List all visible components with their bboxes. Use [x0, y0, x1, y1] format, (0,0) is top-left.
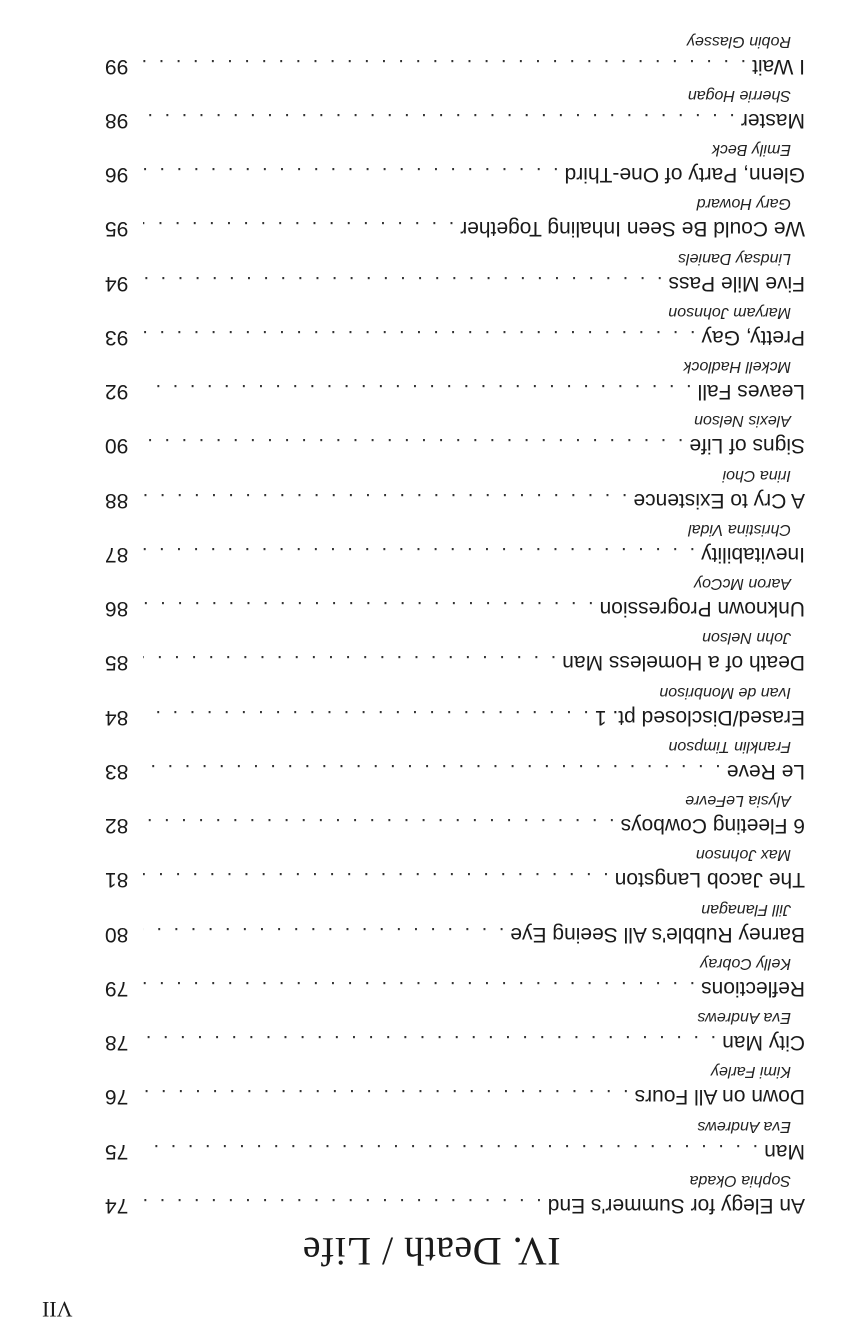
entry-page-number: 79 — [105, 977, 129, 1000]
entry-page-number: 75 — [105, 1139, 129, 1163]
entry-page-number: 80 — [105, 922, 129, 946]
dot-leader — [143, 1193, 542, 1216]
dot-leader — [143, 596, 594, 619]
entry-page-number: 83 — [105, 760, 129, 783]
dot-leader — [143, 1139, 758, 1162]
toc-entry — [105, 78, 805, 132]
entry-author: John Nelson — [702, 629, 791, 647]
toc-entry — [105, 837, 805, 891]
toc-entry — [105, 892, 805, 946]
table-of-contents — [105, 24, 805, 1218]
entry-page-number: 86 — [105, 597, 129, 621]
entry-title: The Jacob Langston — [614, 868, 805, 892]
entry-title: I Wait — [752, 54, 805, 78]
entry-title: Death of a Homeless Man — [562, 651, 805, 675]
toc-entry-row — [105, 486, 805, 512]
dot-leader — [143, 1085, 629, 1108]
dot-leader — [143, 325, 696, 348]
toc-entry — [105, 1054, 805, 1108]
toc-entry — [105, 295, 805, 349]
dot-leader — [143, 759, 721, 782]
entry-author: Lindsay Daniels — [678, 249, 791, 267]
entry-title: Five Mile Pass — [668, 271, 805, 295]
entry-title: Leaves Fall — [697, 380, 805, 404]
toc-entry-row — [105, 215, 805, 241]
entry-title: Down on All Fours — [634, 1085, 805, 1109]
toc-entry — [105, 1109, 805, 1163]
toc-entry — [105, 783, 805, 837]
entry-author: Sherrie Hogan — [687, 87, 791, 104]
entry-title: Unknown Progression — [599, 597, 805, 621]
dot-leader — [143, 271, 662, 294]
entry-author: Kelly Cobray — [700, 955, 791, 972]
entry-page-number: 85 — [105, 651, 129, 675]
toc-entry — [105, 566, 805, 620]
entry-author: Eva Andrews — [697, 1009, 791, 1027]
entry-title: Barney Rubble's All Seeing Eye — [510, 922, 805, 946]
toc-entry-row — [105, 757, 805, 783]
toc-entry — [105, 620, 805, 674]
entry-author: Alexis Nelson — [694, 412, 791, 430]
entry-title: Erased/Disclosed pt. 1 — [594, 705, 805, 729]
toc-entry — [105, 512, 805, 566]
entry-page-number: 95 — [105, 217, 129, 241]
toc-entry-row — [105, 703, 805, 729]
toc-entry-row — [105, 920, 805, 946]
dot-leader — [143, 54, 746, 77]
toc-entry-row — [105, 649, 805, 675]
entry-author: Maryam Johnson — [668, 304, 791, 321]
dot-leader — [143, 922, 504, 945]
entry-page-number: 78 — [105, 1031, 129, 1055]
entry-page-number: 84 — [105, 705, 129, 729]
entry-author: Emily Beck — [711, 141, 791, 159]
entry-page-number: 81 — [105, 868, 129, 892]
entry-author: Aaron McCoy — [694, 575, 791, 593]
dot-leader — [143, 108, 735, 131]
page-folio: VII — [42, 1297, 73, 1322]
toc-entry-row — [105, 432, 805, 458]
entry-page-number: 82 — [105, 814, 129, 838]
dot-leader — [143, 1030, 716, 1053]
entry-title: Inevitability — [701, 543, 805, 566]
entry-page-number: 87 — [105, 543, 129, 566]
entry-author: Eva Andrews — [697, 1117, 791, 1135]
entry-author: Alysia LeFevre — [685, 792, 791, 810]
entry-page-number: 99 — [105, 54, 129, 78]
toc-entry-row — [105, 377, 805, 403]
toc-entry-row — [105, 1083, 805, 1109]
entry-title: An Elegy for Summer's End — [547, 1194, 805, 1217]
entry-author: Gary Howard — [696, 195, 791, 213]
toc-entry-row — [105, 594, 805, 620]
dot-leader — [143, 868, 609, 891]
entry-page-number: 94 — [105, 271, 129, 295]
section-title: IV. Death / Life — [302, 1229, 561, 1274]
toc-entry-row — [105, 106, 805, 132]
dot-leader — [143, 813, 615, 836]
toc-entry — [105, 946, 805, 1000]
entry-page-number: 88 — [105, 488, 129, 512]
toc-entry-row — [105, 52, 805, 78]
entry-title: Signs of Life — [689, 434, 805, 458]
entry-author: Robin Glassey — [686, 32, 791, 50]
toc-entry — [105, 1163, 805, 1217]
entry-title: Man — [764, 1139, 805, 1163]
entry-page-number: 92 — [105, 380, 129, 404]
toc-entry-row — [105, 1191, 805, 1217]
toc-entry — [105, 132, 805, 186]
entry-page-number: 96 — [105, 163, 129, 187]
entry-title: Glenn, Party of One-Third — [564, 163, 805, 187]
entry-author: Franklin Timpson — [668, 738, 791, 755]
toc-entry-row — [105, 866, 805, 892]
toc-entry — [105, 349, 805, 403]
entry-author: Christina Vidal — [688, 521, 791, 538]
toc-entry-row — [105, 1137, 805, 1163]
entry-title: We Could Be Seen Inhaling Together — [460, 217, 805, 241]
entry-page-number: 90 — [105, 434, 129, 458]
entry-page-number: 74 — [105, 1194, 129, 1217]
entry-author: Irina Choi — [722, 466, 791, 484]
dot-leader — [143, 705, 589, 728]
entry-title: Le Reve — [726, 760, 805, 783]
entry-author: Ivan de Monbrison — [659, 683, 791, 701]
dot-leader — [143, 542, 695, 565]
dot-leader — [143, 976, 695, 999]
entry-title: Reflections — [701, 977, 805, 1000]
toc-entry — [105, 186, 805, 240]
toc-entry — [105, 1000, 805, 1054]
entry-page-number: 98 — [105, 109, 129, 132]
toc-entry-row — [105, 974, 805, 1000]
toc-entry — [105, 675, 805, 729]
toc-entry-row — [105, 269, 805, 295]
dot-leader — [143, 162, 559, 185]
entry-author: Max Johnson — [695, 846, 791, 864]
toc-entry-row — [105, 540, 805, 566]
dot-leader — [143, 488, 627, 511]
entry-title: Pretty, Gay — [701, 326, 805, 349]
entry-author: Mckell Hadlock — [683, 358, 791, 376]
toc-entry — [105, 241, 805, 295]
entry-author: Sophia Okada — [689, 1172, 791, 1189]
toc-entry-row — [105, 811, 805, 837]
toc-entry-row — [105, 323, 805, 349]
toc-entry — [105, 403, 805, 457]
toc-entry — [105, 24, 805, 78]
entry-title: City Man — [722, 1031, 805, 1055]
entry-page-number: 93 — [105, 326, 129, 349]
entry-title: Master — [740, 109, 805, 132]
toc-entry — [105, 729, 805, 783]
dot-leader — [143, 217, 454, 240]
entry-page-number: 76 — [105, 1085, 129, 1109]
toc-entry — [105, 458, 805, 512]
entry-author: Jill Flanagan — [701, 900, 791, 918]
dot-leader — [143, 379, 692, 402]
dot-leader — [143, 651, 556, 674]
dot-leader — [143, 434, 683, 457]
entry-author: Kimi Farley — [710, 1063, 791, 1081]
toc-entry-row — [105, 1028, 805, 1054]
entry-title: 6 Fleeting Cowboys — [620, 814, 805, 838]
entry-title: A Cry to Existence — [633, 488, 805, 512]
toc-entry-row — [105, 160, 805, 186]
